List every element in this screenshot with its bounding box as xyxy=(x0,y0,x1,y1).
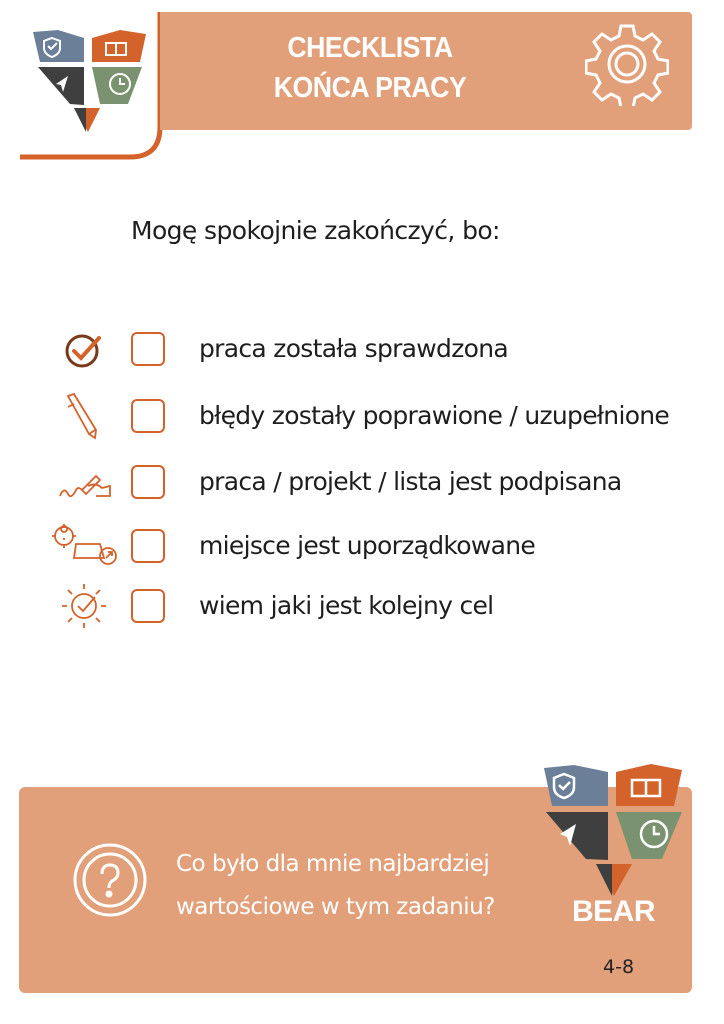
checklist-item-label: miejsce jest uporządkowane xyxy=(199,531,536,560)
reflection-question xyxy=(176,843,495,929)
gear-icon xyxy=(585,22,669,106)
checklist-item xyxy=(0,522,724,572)
checklist-item xyxy=(0,458,724,508)
brand-name: BEAR xyxy=(572,895,656,928)
goal-check-icon xyxy=(52,582,122,632)
page-title xyxy=(186,28,554,108)
title-line-1: CHECKLISTA xyxy=(287,32,453,64)
checkbox[interactable] xyxy=(131,399,165,433)
checkbox[interactable] xyxy=(131,529,165,563)
checkbox[interactable] xyxy=(131,332,165,366)
target-map-icon xyxy=(52,522,122,572)
bear-logo-corner xyxy=(0,0,170,165)
check-circle-icon xyxy=(52,325,122,375)
signing-hand-icon xyxy=(52,458,122,508)
card-code: 4-8 xyxy=(603,956,635,978)
title-line-2: KOŃCA PRACY xyxy=(273,72,467,104)
checkbox[interactable] xyxy=(131,589,165,623)
checklist-item xyxy=(0,392,724,442)
bear-logo xyxy=(536,760,686,900)
checklist-item-label: wiem jaki jest kolejny cel xyxy=(199,591,494,620)
checkbox[interactable] xyxy=(131,465,165,499)
checklist-item xyxy=(0,325,724,375)
checklist-item xyxy=(0,582,724,632)
question-line-2: wartościowe w tym zadaniu? xyxy=(176,894,495,920)
question-circle-icon xyxy=(72,842,148,918)
checklist-item-label: praca / projekt / lista jest podpisana xyxy=(199,467,622,496)
checklist-item-label: błędy zostały poprawione / uzupełnione xyxy=(199,401,670,430)
intro-text: Mogę spokojnie zakończyć, bo: xyxy=(131,216,500,245)
pen-icon xyxy=(52,392,122,442)
question-line-1: Co było dla mnie najbardziej xyxy=(176,851,490,877)
checklist-item-label: praca została sprawdzona xyxy=(199,334,509,363)
